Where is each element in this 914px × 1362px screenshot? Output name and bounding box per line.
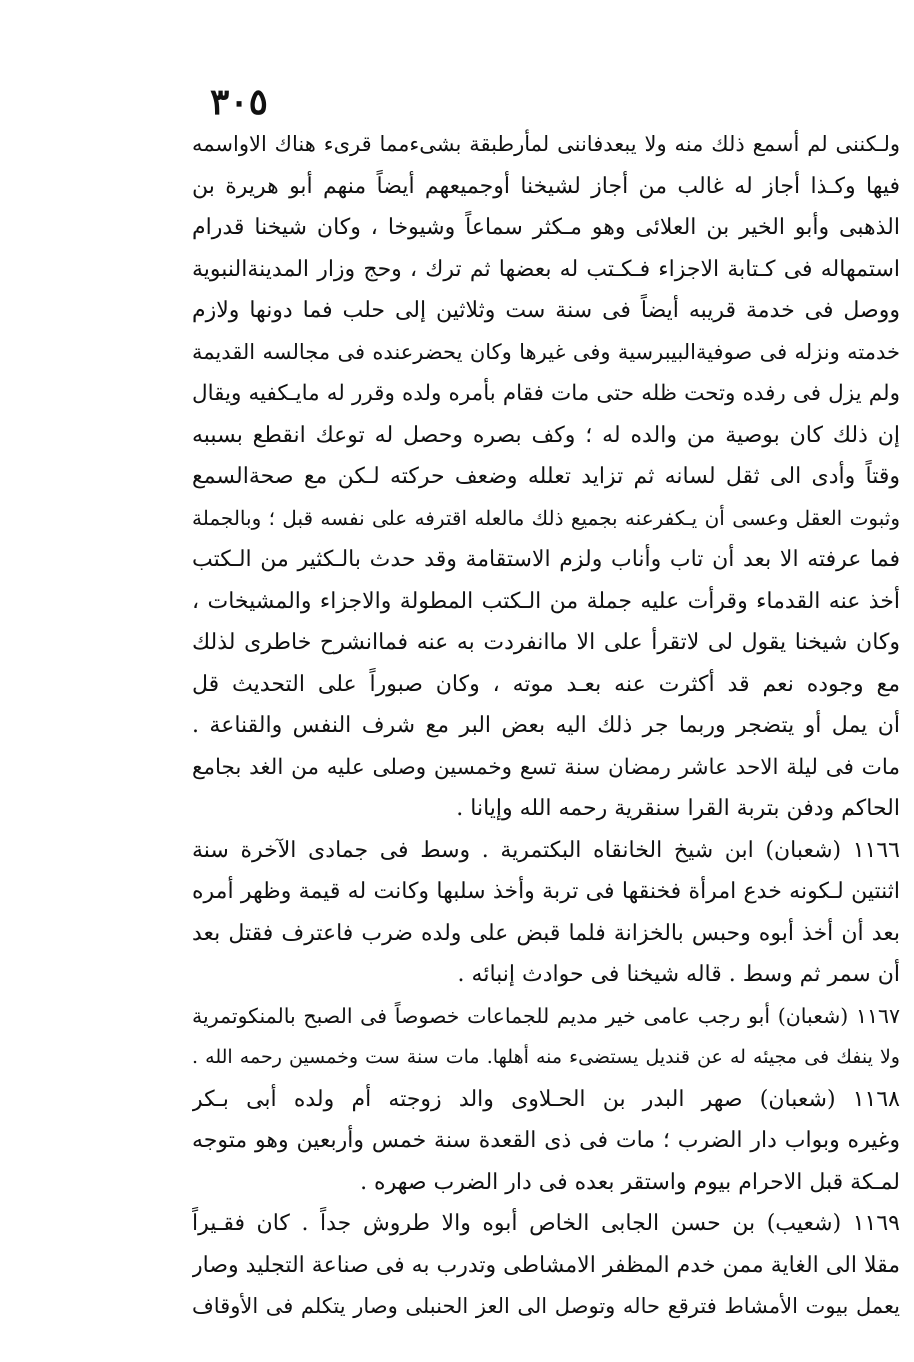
text-line: وكان شيخنا يقول لى لاتقرأ على الا ماانفردت به عنه فماانشرح خاطرى لذلك [192,630,900,655]
text-line: مع وجوده نعم قد أكثرت عنه بعـد موته ، وكان صبوراً على التحديث قل [192,671,900,697]
entry-1167-first-line: ١١٦٧ (شعبان) أبو رجب عامى خير مديم للجماعات خصوصاً فى الصبح بالمنكوتمرية [192,1003,900,1028]
text-line: اثنتين لـكونه خدع امرأة فخنقها فى تربة وأخذ سلبها وكانت له قيمة وظهر أمره [192,879,900,904]
entry-1166-first-line: ١١٦٦ (شعبان) ابن شيخ الخانقاه البكتمرية . وسط فى جمادى الآخرة سنة [192,837,900,863]
page-number: ٣٠٥ [210,81,269,123]
text-line: ولـكننى لم أسمع ذلك منه ولا يبعدفاننى لمأرطبقة بشىءمما قرىء هناك الاواسمه [192,132,900,156]
text-line: الذهبى وأبو الخير بن العلائى وهو مـكثر سماعاً وشيوخا ، وكان شيخنا قدرام [192,215,900,240]
entry-1168-first-line: ١١٦٨ (شعبان) صهر البدر بن الحـلاوى والد زوجته أم ولده أبى بـكر [192,1086,900,1112]
text-line: أن يمل أو يتضجر وربما جر ذلك اليه بعض البر مع شرف النفس والقناعة . [192,713,900,738]
text-line: بعد أن أخذ أبوه وحبس بالخزانة فلما قبض على ولده ضرب فاعترف فقتل بعد [192,920,900,946]
text-line: وقتاً وأدى الى ثقل لسانه ثم تزايد تعلله وضعف حركته لـكن مع صحةالسمع [192,464,900,489]
text-line: يعمل بيوت الأمشاط فترقع حاله وتوصل الى العز الحنبلى وصار يتكلم فى الأوقاف [192,1294,900,1318]
text-line: ووصل فى خدمة قريبه أيضاً فى سنة ست وثلاثين إلى حلب فما دونها ولازم [192,298,900,323]
text-line: استمهاله فى كـتابة الاجزاء فـكـتب له بعضها ثم ترك ، وحج وزار المدينةالنبوية [192,256,900,282]
text-line: لمـكة قبل الاحرام بيوم واستقر بعده فى دار الضرب صهره . [360,1169,900,1195]
text-line: إن ذلك كان بوصية من والده له ؛ وكف بصره وحصل له توعك انقطع بسببه [192,422,900,448]
text-line: فما عرفته الا بعد أن تاب وأناب ولزم الاستقامة وقد حدث بالـكثير من الـكتب [192,547,900,572]
text-line: خدمته ونزله فى صوفيةالبيبرسية وفى غيرها وكان يحضرعنده فى مجالسه القديمة [192,339,900,364]
entry-1169-first-line: ١١٦٩ (شعيب) بن حسن الجابى الخاص أبوه والا طروش جداً . كان فقـيراً [192,1211,900,1236]
text-line: ولا ينفك فى مجيئه له عن قنديل يستضىء منه أهلها. مات سنة ست وخمسين رحمه الله . [192,1046,900,1068]
text-line: مات فى ليلة الاحد عاشر رمضان سنة تسع وخمسين وصلى عليه من الغد بجامع [192,754,900,780]
text-body [192,124,900,1328]
text-line: وثبوت العقل وعسى أن يـكفرعنه بجميع ذلك مالعله اقترفه على نفسه قبل ؛ وبالجملة [192,505,900,530]
text-line: مقلا الى الغاية ممن خدم المظفر الامشاطى وتدرب به فى صناعة التجليد وصار [192,1252,900,1278]
text-line: ولم يزل فى رفده وتحت ظله حتى مات فقام بأمره ولده وقرر له مايـكفيه ويقال [192,381,900,406]
text-line: أخذ عنه القدماء وقرأت عليه جملة من الـكتب المطولة والاجزاء والمشيخات ، [192,588,900,614]
text-line: فيها وكـذا أجاز له غالب من أجاز لشيخنا أوجميعهم أيضاً منهم أبو هريرة بن [192,173,900,199]
text-line: وغيره وبواب دار الضرب ؛ مات فى ذى القعدة سنة خمس وأربعين وهو متوجه [192,1128,900,1153]
text-line: الحاكم ودفن بتربة القرا سنقرية رحمه الله وإيانا . [456,796,900,821]
text-line: أن سمر ثم وسط . قاله شيخنا فى حوادث إنبائه . [457,962,900,987]
